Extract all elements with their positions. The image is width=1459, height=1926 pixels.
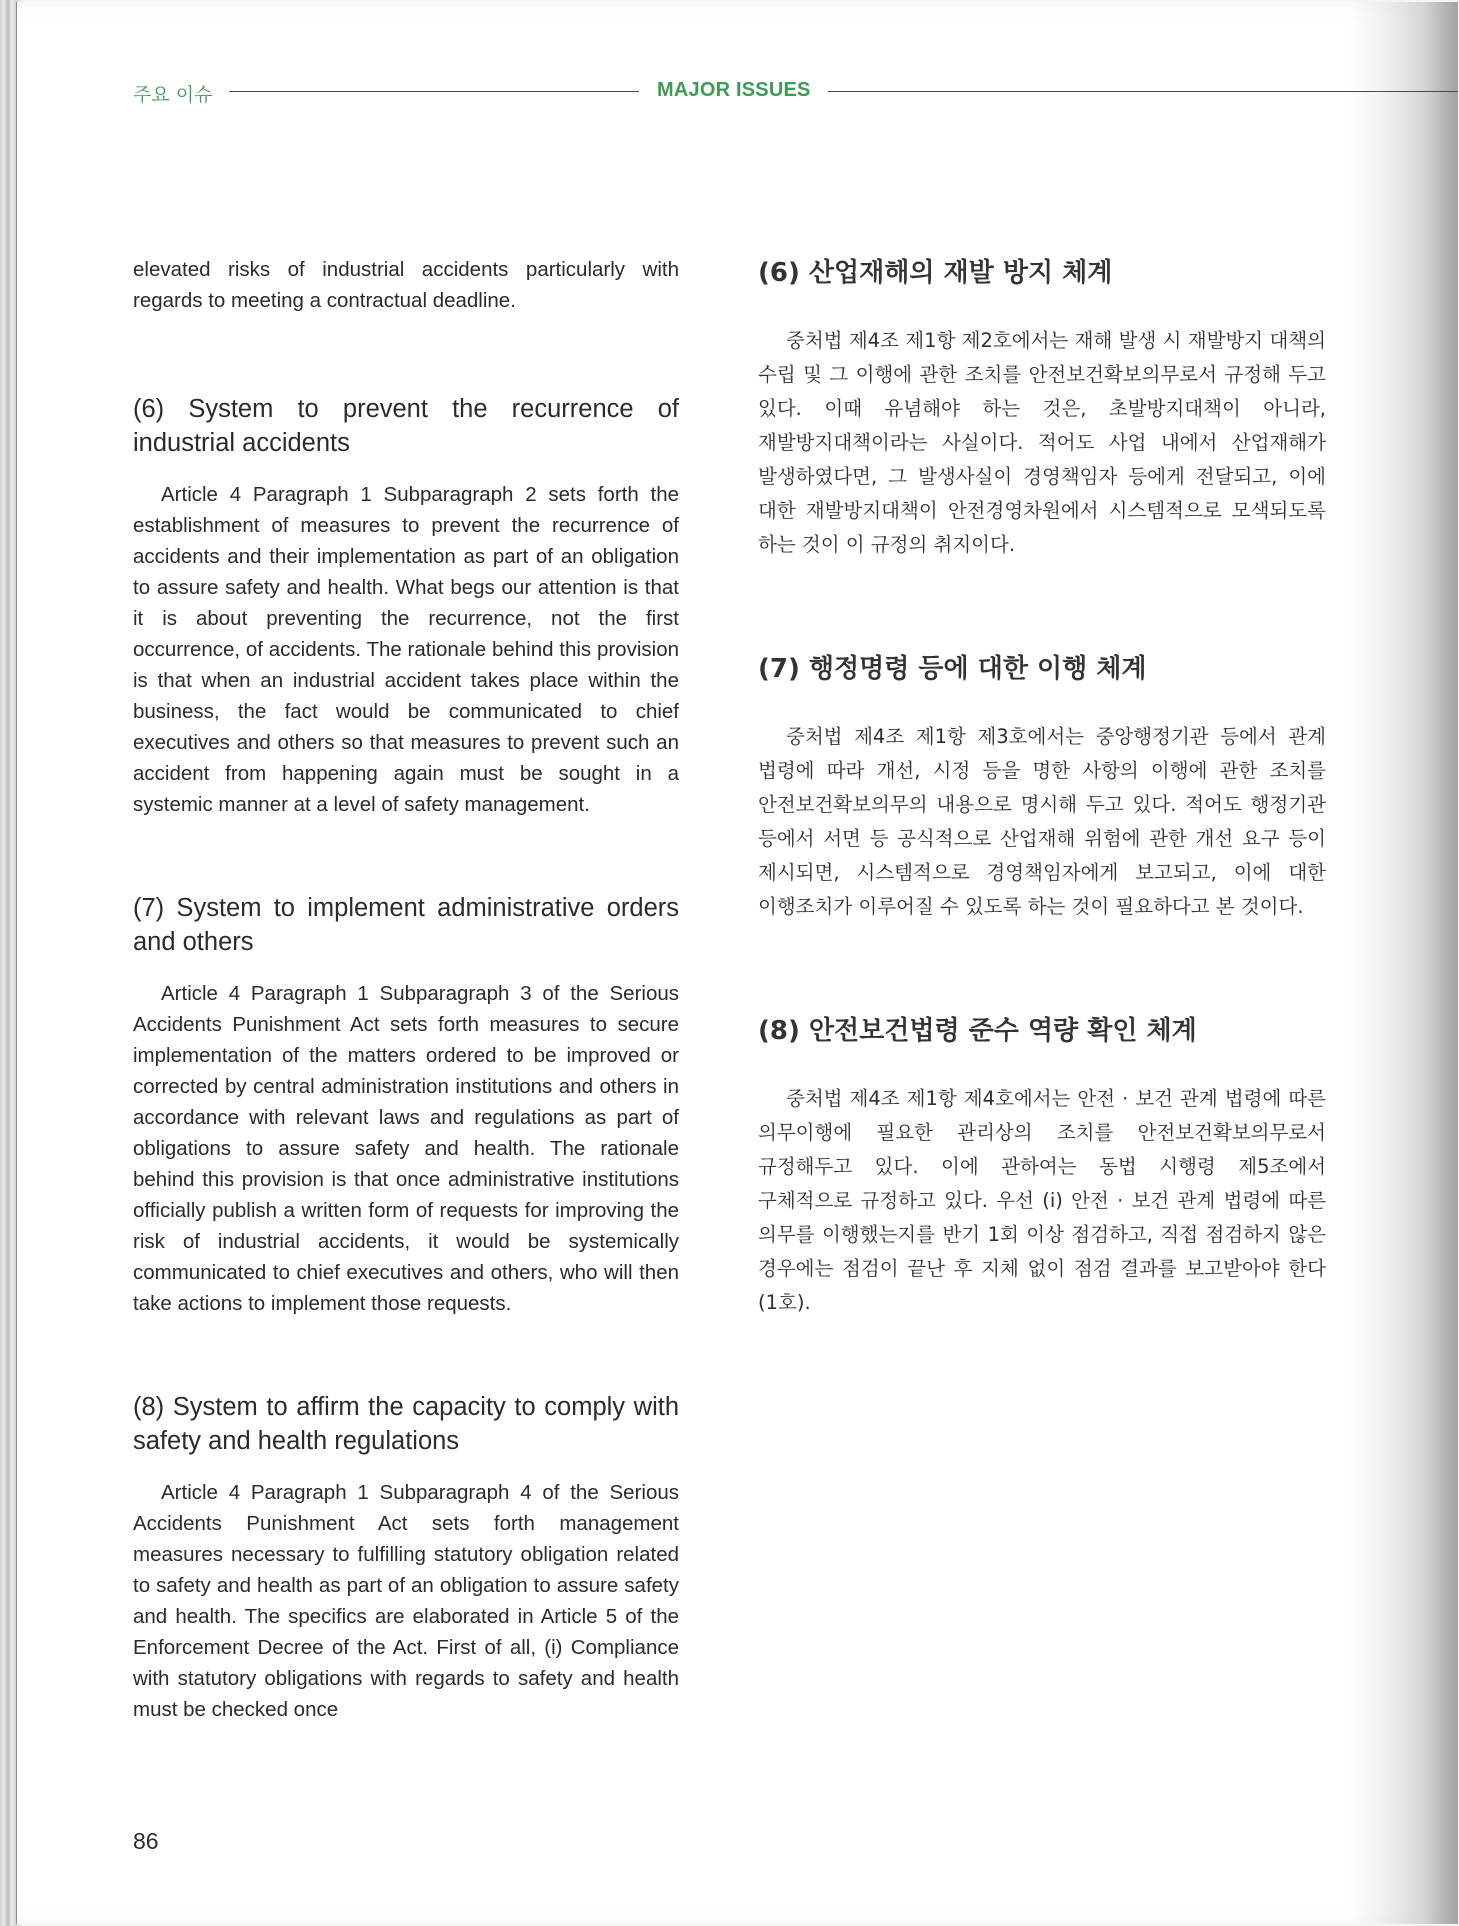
section-8-body-en: Article 4 Paragraph 1 Subparagraph 4 of the Serious Accidents Punishment Act sets forth management measures necessary to fulfilling statutory obligation related to safety and health as part of an obligation to assure safety and health. The specifics are elaborated in Article 5 of the Enforcement Decree of the Act. First of all, (i) Compliance with statutory obligations with regards to safety and health must be checked once	[133, 1481, 679, 1721]
page-number: 86	[133, 1828, 159, 1854]
page	[16, 2, 1458, 1924]
section-8-heading-kr: (8) 안전보건법령 준수 역량 확인 체계	[758, 1016, 1197, 1046]
section-7-heading-kr: (7) 행정명령 등에 대한 이행 체계	[758, 654, 1147, 684]
page-curl-shadow	[1348, 2, 1458, 1924]
section-7-body-en: Article 4 Paragraph 1 Subparagraph 3 of the Serious Accidents Punishment Act sets forth measures to secure implementation of the matters ordered to be improved or corrected by central administration institutions and others in accordance with relevant laws and regulations as part of obligations to assure safety and health. The rationale behind this provision is that once administrative institutions officially publish a written form of requests for improving the risk of industrial accidents, it would be systemically communicated to chief executives and others, who will then take actions to implement those requests.	[133, 982, 679, 1315]
section-7-heading-en: (7) System to implement administrative orders and others	[133, 894, 679, 956]
section-6-body-kr: 중처법 제4조 제1항 제2호에서는 재해 발생 시 재발방지 대책의 수립 및 그 이행에 관한 조치를 안전보건확보의무로서 규정해 두고 있다. 이때 유념해야 하는 것은, 초발방지대책이 아니라, 재발방지대책이라는 사실이다. 적어도 사업 내에서 산업재해가 발생하였다면, 그 발생사실이 경영책임자 등에게 전달되고, 이에 대한 재발방지대책이 안전경영차원에서 시스템적으로 모색되도록 하는 것이 이 규정의 취지이다.	[758, 329, 1326, 556]
korean-column	[758, 256, 1326, 1320]
section-6-heading-en: (6) System to prevent the recurrence of industrial accidents	[133, 395, 679, 457]
section-8-heading-en: (8) System to affirm the capacity to comply with safety and health regulations	[133, 1393, 679, 1455]
intro-paragraph: elevated risks of industrial accidents particularly with regards to meeting a contractual deadline.	[133, 258, 679, 312]
section-6-heading-kr: (6) 산업재해의 재발 방지 체계	[758, 258, 1113, 288]
section-8-body-kr: 중처법 제4조 제1항 제4호에서는 안전 · 보건 관계 법령에 따른 의무이행에 필요한 관리상의 조치를 안전보건확보의무로서 규정해두고 있다. 이에 관하여는 동법 시행령 제5조에서 구체적으로 규정하고 있다. 우선 (i) 안전 · 보건 관계 법령에 따른 의무를 이행했는지를 반기 1회 이상 점검하고, 직접 점검하지 않은 경우에는 점검이 끝난 후 지체 없이 점검 결과를 보고받아야 한다(1호).	[758, 1087, 1326, 1314]
running-header	[133, 74, 1458, 104]
english-column	[133, 254, 679, 1725]
header-section-kr: 주요 이슈	[133, 84, 213, 106]
header-rule-left	[229, 91, 639, 92]
header-rule-right	[828, 91, 1458, 92]
section-6-body-en: Article 4 Paragraph 1 Subparagraph 2 sets forth the establishment of measures to prevent the recurrence of accidents and their implementation as part of an obligation to assure safety and health. What begs our attention is that it is about preventing the recurrence, not the first occurrence, of accidents. The rationale behind this provision is that when an industrial accident takes place within the business, the fact would be communicated to chief executives and others so that measures to prevent such an accident from happening again must be sought in a systemic manner at a level of safety management.	[133, 483, 679, 816]
section-7-body-kr: 중처법 제4조 제1항 제3호에서는 중앙행정기관 등에서 관계 법령에 따라 개선, 시정 등을 명한 사항의 이행에 관한 조치를 안전보건확보의무의 내용으로 명시해 두고 있다. 적어도 행정기관 등에서 서면 등 공식적으로 산업재해 위험에 관한 개선 요구 등이 제시되면, 시스템적으로 경영책임자에게 보고되고, 이에 대한 이행조치가 이루어질 수 있도록 하는 것이 필요하다고 본 것이다.	[758, 725, 1326, 918]
header-section-en: MAJOR ISSUES	[657, 79, 811, 101]
